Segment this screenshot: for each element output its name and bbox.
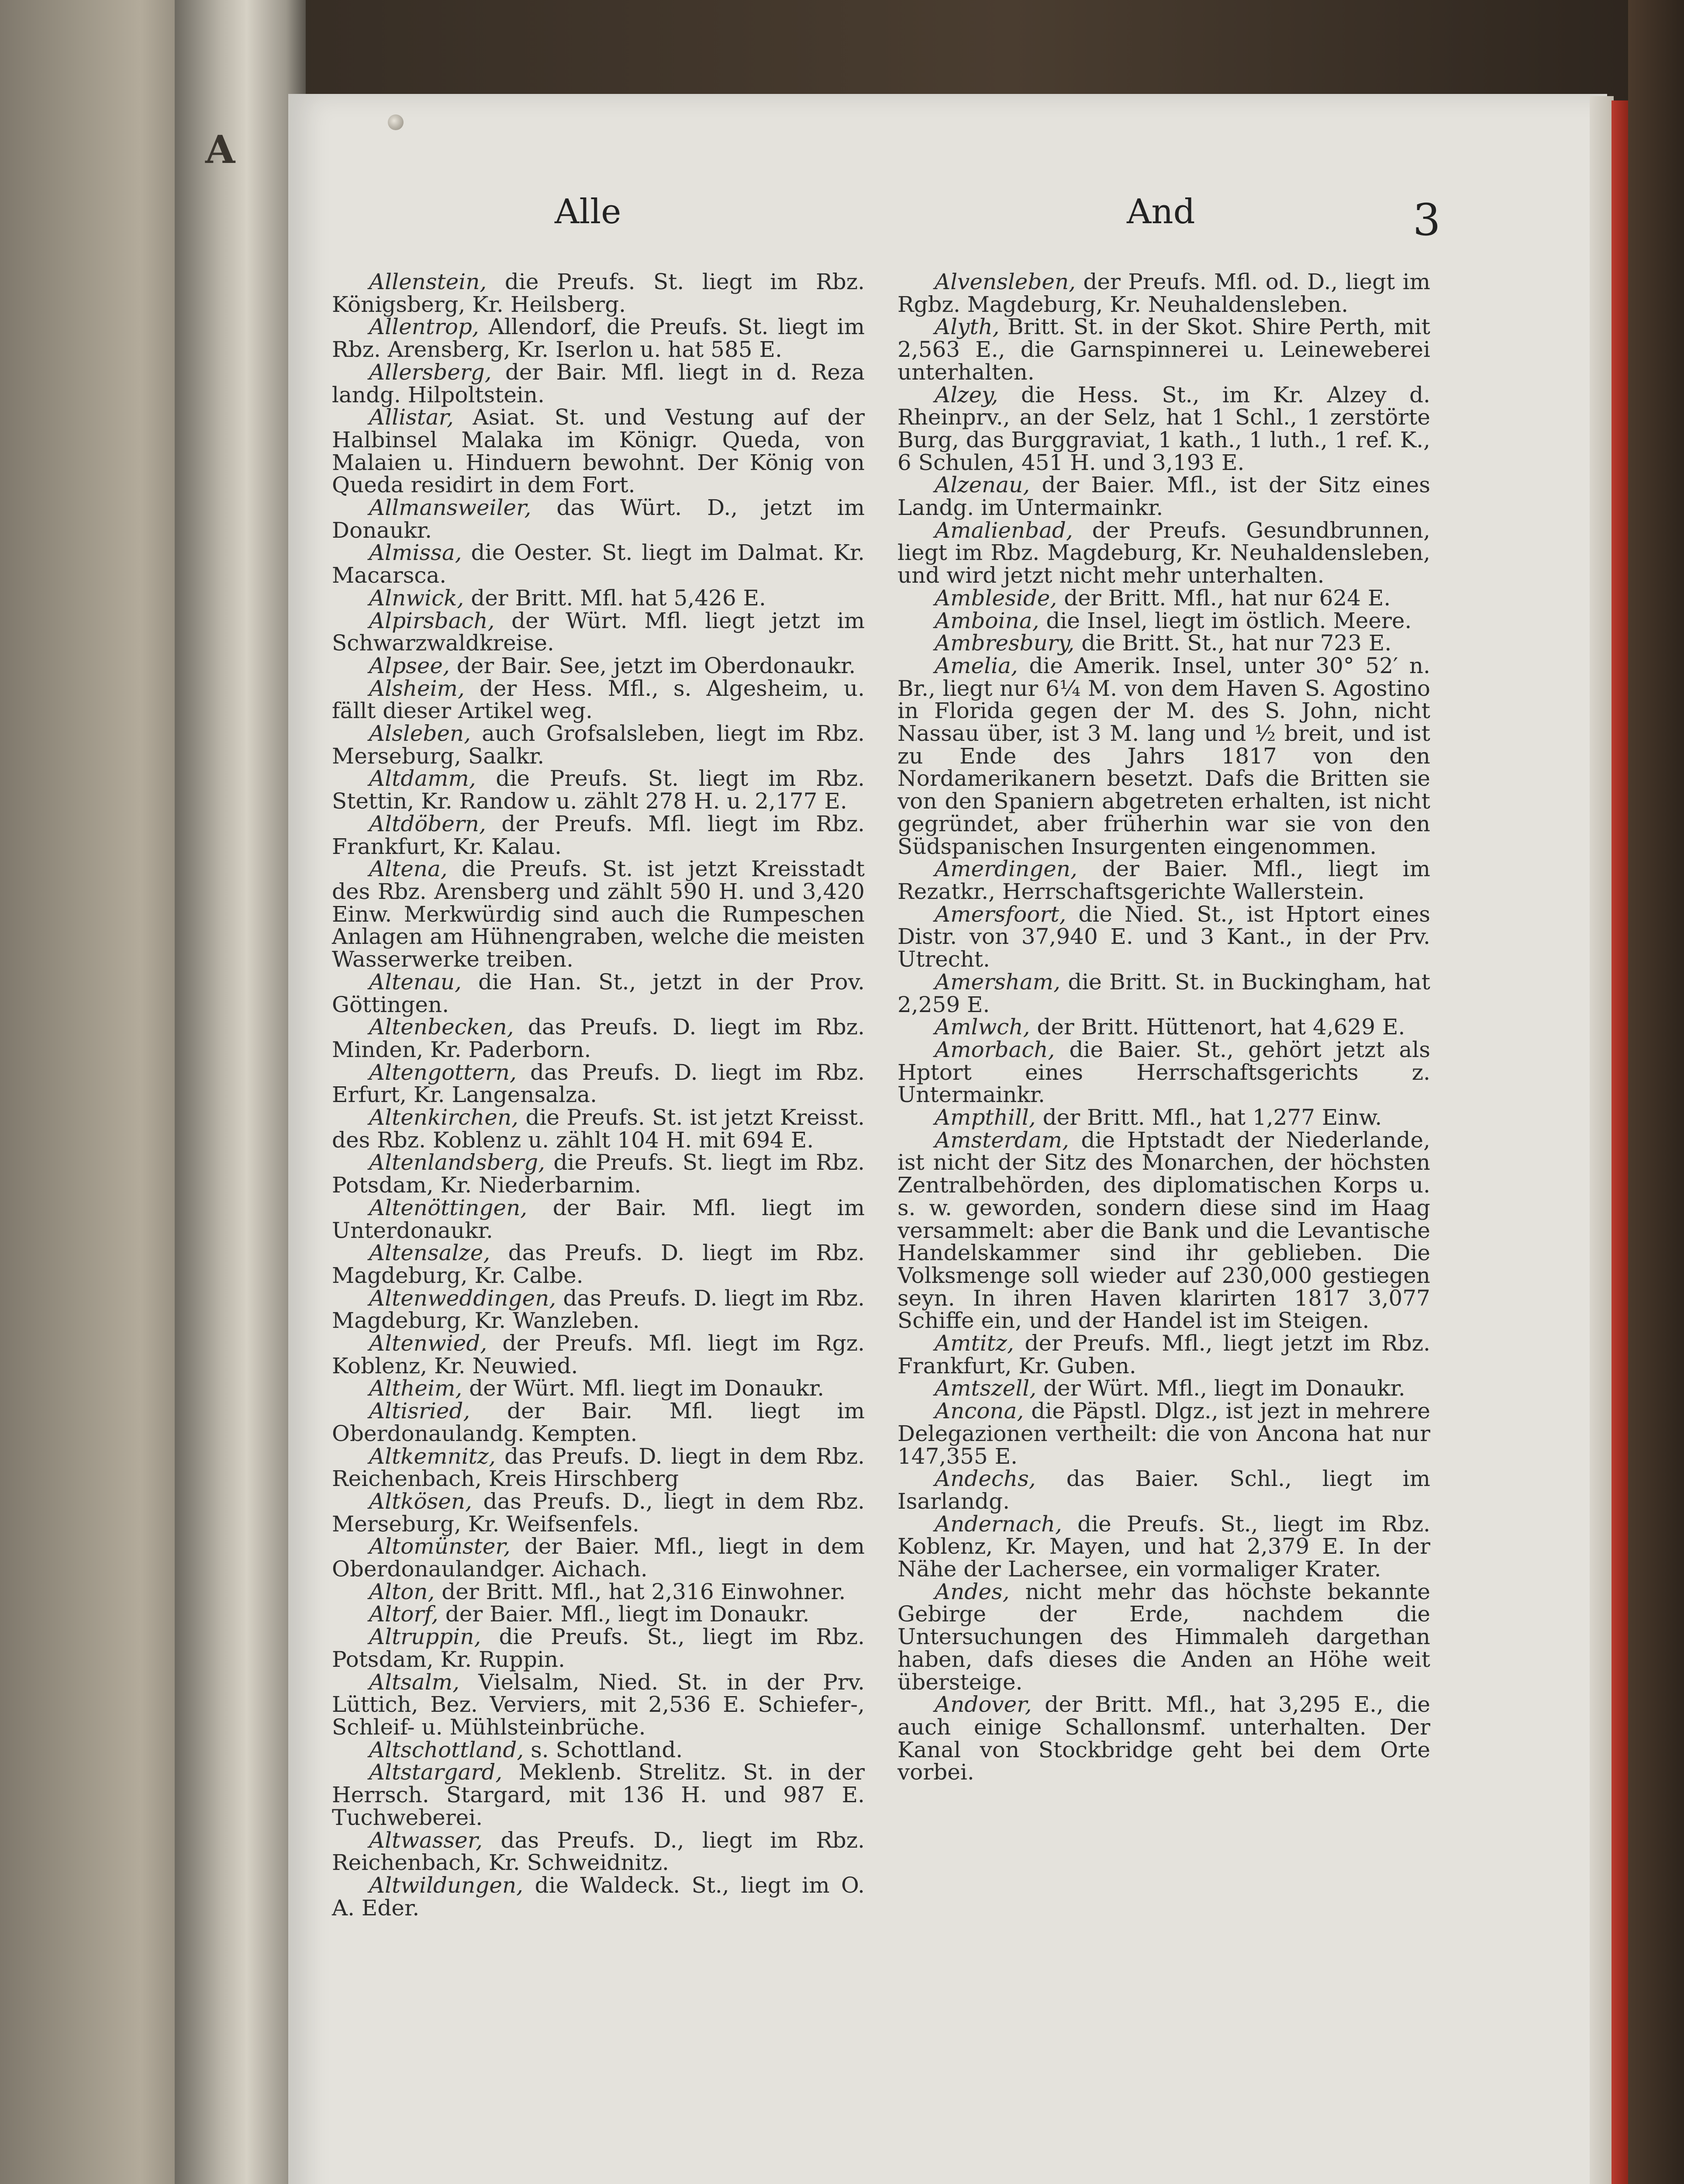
dictionary-entry: [897, 1468, 1430, 1513]
pin-icon: [388, 114, 404, 130]
entry-headword: Altensalze,: [369, 1240, 490, 1266]
entry-text: der Würt. Mfl. liegt im Donaukr.: [462, 1375, 825, 1401]
dictionary-entry: [897, 632, 1430, 655]
gutter-letter: A: [205, 127, 235, 172]
entry-headword: Alpirsbach,: [369, 608, 495, 633]
dictionary-entry: [897, 1377, 1430, 1400]
dictionary-entry: [332, 497, 865, 542]
entry-headword: Altenwied,: [369, 1330, 487, 1356]
entry-text: das Preufs. D. liegt im Rbz. Magdeburg, Kr. Wanzleben.: [332, 1285, 865, 1334]
entry-text: der Preufs. Gesundbrunnen, liegt im Rbz. Magdeburg, Kr. Neuhaldensleben, und wird jetzt nicht mehr unterhalten.: [897, 517, 1430, 588]
entry-headword: Amsterdam,: [935, 1127, 1069, 1153]
dictionary-entry: [332, 587, 865, 610]
dictionary-entry: [332, 722, 865, 767]
entry-headword: Alzey,: [935, 382, 998, 408]
entry-text: die Amerik. Insel, unter 30° 52′ n. Br., liegt nur 6¼ M. von dem Haven S. Agostino in Florida gegen der M. des S. John, nicht Nassau über, ist 3 M. lang und ½ breit, und ist zu Ende des Jahrs 1817 von den Nordamerikanern besetzt. Dafs die Britten sie von den Spaniern abgetreten erhalten, ist nicht gegründet, aber früherhin war sie von den Südspanischen Insurgenten eingenommen.: [897, 653, 1430, 859]
dictionary-entry: [897, 271, 1430, 316]
entry-headword: Amalienbad,: [935, 517, 1073, 543]
entry-headword: Alsheim,: [369, 675, 465, 701]
entry-headword: Amtszell,: [935, 1375, 1037, 1401]
entry-text: der Würt. Mfl., liegt im Donaukr.: [1036, 1375, 1405, 1401]
dictionary-entry: [897, 316, 1430, 384]
dictionary-entry: [897, 384, 1430, 474]
entry-headword: Ambleside,: [935, 585, 1057, 611]
dictionary-entry: [332, 1671, 865, 1739]
entry-text: Asiat. St. und Vestung auf der Halbinsel Malaka im Königr. Queda, von Malaien u. Hinduern bewohnt. Der König von Queda residirt in dem Fort.: [332, 404, 865, 498]
dictionary-entry: [332, 1061, 865, 1106]
entry-text: der Britt. Mfl., hat nur 624 E.: [1057, 585, 1391, 611]
entry-headword: Andover,: [935, 1692, 1032, 1717]
entry-text: der Britt. Mfl. hat 5,426 E.: [464, 585, 766, 611]
entry-text: der Bair. Mfl. liegt in d. Reza landg. Hilpoltstein.: [332, 359, 865, 408]
dictionary-entry: [332, 1874, 865, 1919]
entry-headword: Altkösen,: [369, 1488, 472, 1514]
dictionary-entry: [897, 610, 1430, 632]
left-column: [332, 271, 865, 1919]
dictionary-entry: [897, 1581, 1430, 1694]
entry-text: die Preufs. St. ist jetzt Kreisst. des Rbz. Koblenz u. zählt 104 H. mit 694 E.: [332, 1105, 865, 1153]
entry-headword: Alsleben,: [369, 721, 471, 746]
dictionary-entry: [332, 813, 865, 858]
dictionary-entry: [897, 971, 1430, 1016]
entry-headword: Altwildungen,: [369, 1872, 524, 1898]
entry-headword: Altkemnitz,: [369, 1443, 496, 1469]
entry-text: Meklenb. Strelitz. St. in der Herrsch. Stargard, mit 136 H. und 987 E. Tuchweberei.: [332, 1759, 865, 1830]
entry-headword: Amerdingen,: [935, 856, 1077, 882]
book-gutter: [175, 0, 306, 2184]
entry-headword: Alvensleben,: [935, 269, 1076, 294]
entry-text: der Preufs. Mfl. liegt im Rgz. Koblenz, Kr. Neuwied.: [332, 1330, 865, 1379]
entry-headword: Allmansweiler,: [369, 495, 531, 521]
entry-text: Vielsalm, Nied. St. in der Prv. Lüttich, Bez. Verviers, mit 2,536 E. Schiefer-, Schleif- u. Mühlsteinbrüche.: [332, 1669, 865, 1740]
entry-text: s. Schottland.: [524, 1737, 683, 1762]
dictionary-entry: [332, 971, 865, 1016]
entry-text: die Britt. St. in Buckingham, hat 2,259 E.: [897, 969, 1430, 1017]
previous-page-edge: [0, 0, 188, 2184]
entry-text: die Hptstadt der Niederlande, ist nicht der Sitz des Monarchen, der höchsten Zentralbehörden, des diplomatischen Korps u. s. w. geworden, sondern diese sind im Haag versammelt: aber die Bank und die Levantische Handelskammer sind ihr geblieben. Die Volksmenge soll wieder auf 230,000 gestiegen seyn. In ihren Haven klarirten 1817 3,077 Schiffe ein, und der Handel ist im Steigen.: [897, 1127, 1430, 1334]
entry-text: das Baier. Schl., liegt im Isarlandg.: [897, 1466, 1430, 1514]
entry-text: der Preufs. Mfl. od. D., liegt im Rgbz. Magdeburg, Kr. Neuhaldensleben.: [897, 269, 1430, 317]
book-cover: [1628, 0, 1684, 2184]
entry-headword: Almissa,: [369, 540, 462, 566]
entry-headword: Amorbach,: [935, 1037, 1055, 1062]
entry-headword: Altenweddingen,: [369, 1285, 556, 1311]
entry-headword: Amersfoort,: [935, 901, 1066, 927]
entry-headword: Altisried,: [369, 1398, 470, 1424]
dictionary-entry: [332, 1016, 865, 1061]
entry-text: der Britt. Mfl., hat 1,277 Einw.: [1035, 1105, 1382, 1130]
entry-text: die Hess. St., im Kr. Alzey d. Rheinprv., an der Selz, hat 1 Schl., 1 zerstörte Burg, das Burggraviat, 1 kath., 1 luth., 1 ref. K., 6 Schulen, 451 H. und 3,193 E.: [897, 382, 1430, 475]
entry-headword: Altenlandsberg,: [369, 1150, 545, 1175]
entry-headword: Alzenau,: [935, 472, 1030, 498]
entry-headword: Allenstein,: [369, 269, 487, 294]
entry-headword: Altschottland,: [369, 1737, 524, 1762]
entry-headword: Altomünster,: [369, 1534, 511, 1559]
page-number: 3: [1413, 194, 1441, 245]
entry-headword: Amlwch,: [935, 1014, 1030, 1040]
entry-headword: Andes,: [935, 1579, 1010, 1604]
dictionary-entry: [332, 1106, 865, 1151]
dictionary-entry: [332, 655, 865, 677]
dictionary-entry: [332, 1242, 865, 1287]
dictionary-entry: [332, 1197, 865, 1242]
entry-text: der Baier. Mfl., ist der Sitz eines Landg. im Untermainkr.: [897, 472, 1430, 521]
page-edge: [1590, 96, 1614, 2184]
entry-headword: Amtitz,: [935, 1330, 1014, 1356]
entry-text: der Britt. Mfl., hat 3,295 E., die auch einige Schallonsmf. unterhalten. Der Kanal von Stockbridge geht bei dem Orte vorbei.: [897, 1692, 1430, 1785]
entry-headword: Alpsee,: [369, 653, 450, 678]
entry-text: die Preufs. St. liegt im Rbz. Potsdam, Kr. Niederbarnim.: [332, 1150, 865, 1198]
entry-text: die Britt. St., hat nur 723 E.: [1074, 630, 1392, 656]
entry-text: die Preufs. St., liegt im Rbz. Koblenz, Kr. Mayen, und hat 2,379 E. In der Nähe der Lachersee, ein vormaliger Krater.: [897, 1511, 1430, 1582]
dictionary-entry: [897, 1513, 1430, 1581]
entry-headword: Altsalm,: [369, 1669, 459, 1695]
entry-headword: Altruppin,: [369, 1624, 481, 1650]
entry-headword: Altstargard,: [369, 1759, 503, 1785]
entry-headword: Alyth,: [935, 314, 1000, 340]
entry-text: das Preufs. D., liegt im Rbz. Reichenbach, Kr. Schweidnitz.: [332, 1827, 865, 1876]
right-column: [897, 271, 1430, 1784]
entry-text: der Baier. Mfl., liegt in dem Oberdonaulandger. Aichach.: [332, 1534, 865, 1582]
entry-text: auch Grofsalsleben, liegt im Rbz. Merseburg, Saalkr.: [332, 721, 865, 769]
dictionary-entry: [332, 1332, 865, 1377]
entry-text: die Baier. St., gehört jetzt als Hptort eines Herrschaftsgerichts z. Untermainkr.: [897, 1037, 1430, 1108]
dictionary-entry: [332, 1626, 865, 1671]
dictionary-entry: [897, 1332, 1430, 1377]
entry-text: der Preufs. Mfl. liegt im Rbz. Frankfurt, Kr. Kalau.: [332, 811, 865, 859]
dictionary-entry: [897, 1129, 1430, 1332]
entry-headword: Amelia,: [935, 653, 1018, 678]
entry-headword: Altwasser,: [369, 1827, 483, 1853]
dictionary-entry: [897, 903, 1430, 971]
entry-text: Britt. St. in der Skot. Shire Perth, mit 2,563 E., die Garnspinnerei u. Leineweberei unterhalten.: [897, 314, 1430, 385]
entry-headword: Altengottern,: [369, 1059, 517, 1085]
entry-text: der Baier. Mfl., liegt im Rezatkr., Herrschaftsgerichte Wallerstein.: [897, 856, 1430, 904]
entry-text: das Würt. D., jetzt im Donaukr.: [332, 495, 865, 543]
entry-text: nicht mehr das höchste bekannte Gebirge der Erde, nachdem die Untersuchungen des Himmaleh dargethan haben, dafs dieses die Anden an Höhe weit übersteige.: [897, 1579, 1430, 1695]
dictionary-entry: [332, 1535, 865, 1580]
entry-text: der Hess. Mfl., s. Algesheim, u. fällt dieser Artikel weg.: [332, 675, 865, 724]
dictionary-entry: [332, 542, 865, 587]
dictionary-entry: [897, 587, 1430, 610]
entry-text: die Päpstl. Dlgz., ist jezt in mehrere Delegazionen vertheilt: die von Ancona hat nur 147,355 E.: [897, 1398, 1430, 1469]
catchword-left: Alle: [555, 192, 621, 232]
dictionary-entry: [897, 1016, 1430, 1039]
entry-headword: Ambresbury,: [935, 630, 1075, 656]
entry-text: Allendorf, die Preufs. St. liegt im Rbz. Arensberg, Kr. Iserlon u. hat 585 E.: [332, 314, 865, 363]
dictionary-entry: [897, 1693, 1430, 1784]
dictionary-entry: [332, 361, 865, 406]
dictionary-entry: [897, 1106, 1430, 1129]
entry-text: der Bair. Mfl. liegt im Unterdonaukr.: [332, 1195, 865, 1243]
dictionary-entry: [897, 655, 1430, 858]
red-page-edge: [1612, 100, 1628, 2184]
entry-headword: Altena,: [369, 856, 448, 882]
dictionary-entry: [332, 677, 865, 722]
entry-headword: Altenöttingen,: [369, 1195, 528, 1220]
dictionary-entry: [332, 1287, 865, 1332]
entry-headword: Allistar,: [369, 404, 454, 430]
entry-text: die Nied. St., ist Hptort eines Distr. von 37,940 E. und 3 Kant., in der Prv. Utrecht.: [897, 901, 1430, 972]
entry-text: die Han. St., jetzt in der Prov. Göttingen.: [332, 969, 865, 1017]
entry-headword: Altenbecken,: [369, 1014, 514, 1040]
entry-headword: Altdamm,: [369, 766, 476, 791]
dictionary-entry: [897, 519, 1430, 587]
dictionary-entry: [332, 1603, 865, 1626]
entry-text: der Bair. See, jetzt im Oberdonaukr.: [449, 653, 856, 678]
entry-headword: Ampthill,: [935, 1105, 1036, 1130]
entry-text: das Preufs. D. liegt im Rbz. Minden, Kr. Paderborn.: [332, 1014, 865, 1062]
entry-text: die Preufs. St. liegt im Rbz. Stettin, Kr. Randow u. zählt 278 H. u. 2,177 E.: [332, 766, 865, 814]
dictionary-entry: [332, 767, 865, 812]
dictionary-entry: [332, 1761, 865, 1829]
dictionary-entry: [897, 1400, 1430, 1468]
entry-text: der Bair. Mfl. liegt im Oberdonaulandg. Kempten.: [332, 1398, 865, 1446]
entry-text: das Preufs. D. liegt im Rbz. Erfurt, Kr. Langensalza.: [332, 1059, 865, 1108]
entry-text: die Preufs. St. liegt im Rbz. Königsberg, Kr. Heilsberg.: [332, 269, 865, 317]
entry-headword: Alnwick,: [369, 585, 464, 611]
entry-text: die Preufs. St. ist jetzt Kreisstadt des Rbz. Arensberg und zählt 590 H. und 3,420 Einw. Merkwürdig sind auch die Rumpeschen Anlagen am Hühnengraben, welche die meisten Wasserwerke treiben.: [332, 856, 865, 972]
entry-headword: Amboina,: [935, 608, 1039, 633]
entry-text: die Preufs. St., liegt im Rbz. Potsdam, Kr. Ruppin.: [332, 1624, 865, 1672]
entry-headword: Alton,: [369, 1579, 435, 1604]
dictionary-entry: [332, 1739, 865, 1762]
catchword-right: And: [1127, 192, 1195, 232]
dictionary-entry: [332, 1829, 865, 1874]
entry-headword: Andechs,: [935, 1466, 1036, 1492]
dictionary-entry: [332, 1151, 865, 1196]
entry-text: das Preufs. D., liegt in dem Rbz. Merseburg, Kr. Weifsenfels.: [332, 1488, 865, 1537]
entry-text: das Preufs. D. liegt in dem Rbz. Reichenbach, Kreis Hirschberg: [332, 1443, 865, 1492]
entry-headword: Allentrop,: [369, 314, 479, 340]
entry-text: die Waldeck. St., liegt im O. A. Eder.: [332, 1872, 865, 1921]
entry-headword: Allersberg,: [369, 359, 492, 385]
dictionary-entry: [332, 1445, 865, 1490]
dictionary-entry: [897, 474, 1430, 519]
entry-text: der Britt. Mfl., hat 2,316 Einwohner.: [435, 1579, 846, 1604]
entry-headword: Andernach,: [935, 1511, 1062, 1537]
entry-text: der Würt. Mfl. liegt jetzt im Schwarzwaldkreise.: [332, 608, 865, 656]
entry-text: die Insel, liegt im östlich. Meere.: [1039, 608, 1412, 633]
dictionary-entry: [332, 1490, 865, 1535]
entry-text: der Britt. Hüttenort, hat 4,629 E.: [1030, 1014, 1405, 1040]
dictionary-entry: [332, 406, 865, 497]
entry-headword: Altdöbern,: [369, 811, 486, 836]
dictionary-entry: [332, 1581, 865, 1603]
entry-text: das Preufs. D. liegt im Rbz. Magdeburg, Kr. Calbe.: [332, 1240, 865, 1288]
dictionary-entry: [332, 271, 865, 316]
entry-headword: Altheim,: [369, 1375, 462, 1401]
dictionary-entry: [332, 610, 865, 655]
entry-text: der Preufs. Mfl., liegt jetzt im Rbz. Frankfurt, Kr. Guben.: [897, 1330, 1430, 1379]
dictionary-entry: [332, 1377, 865, 1400]
entry-text: die Oester. St. liegt im Dalmat. Kr. Macarsca.: [332, 540, 865, 588]
entry-text: der Baier. Mfl., liegt im Donaukr.: [438, 1601, 810, 1627]
dictionary-entry: [332, 316, 865, 361]
entry-headword: Altenkirchen,: [369, 1105, 519, 1130]
entry-headword: Altorf,: [369, 1601, 438, 1627]
dictionary-entry: [897, 1039, 1430, 1106]
entry-headword: Altenau,: [369, 969, 462, 995]
entry-headword: Amersham,: [935, 969, 1060, 995]
dictionary-entry: [332, 1400, 865, 1445]
entry-headword: Ancona,: [935, 1398, 1024, 1424]
dictionary-entry: [897, 858, 1430, 903]
dictionary-entry: [332, 858, 865, 971]
